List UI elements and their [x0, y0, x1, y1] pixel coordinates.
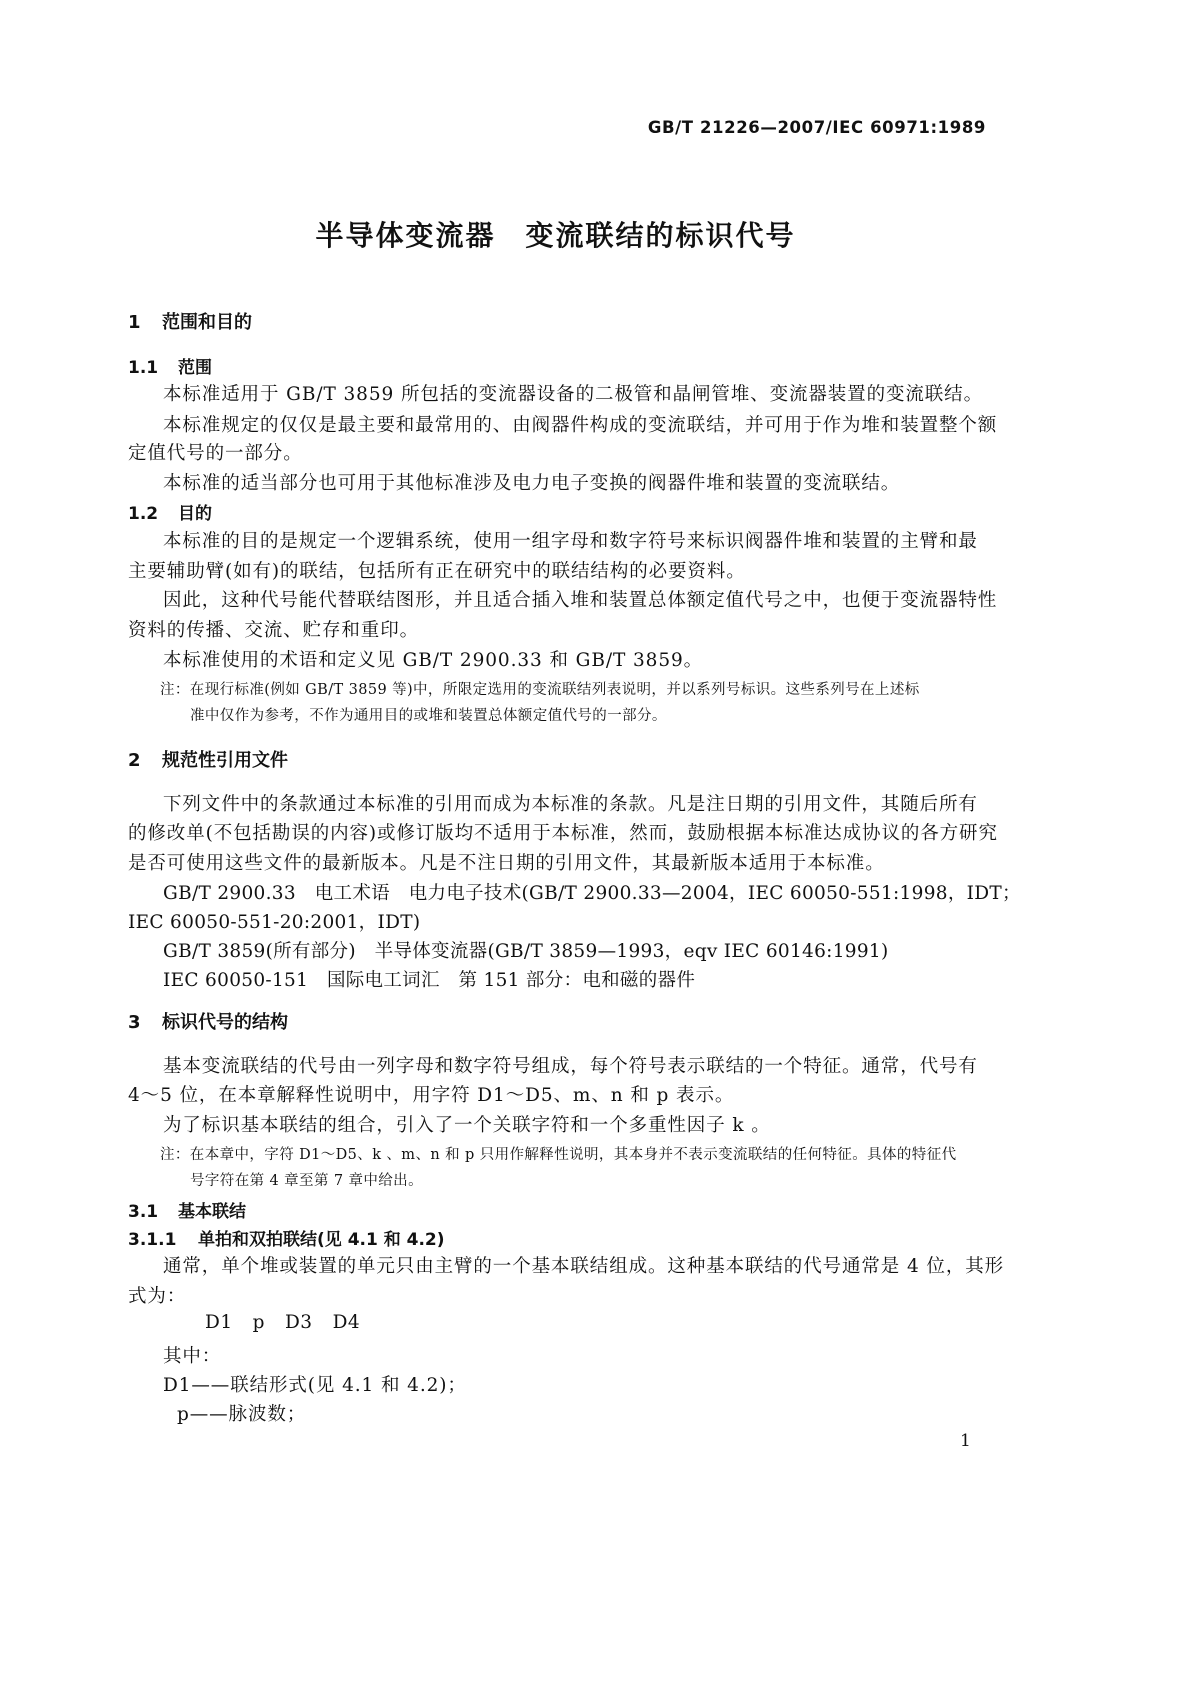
paragraph-continuation: 式为： — [128, 1286, 187, 1307]
reference-item-continuation: IEC 60050-551-20:2001，IDT) — [128, 912, 421, 933]
section-title: 标识代号的结构 — [162, 1012, 288, 1033]
page-number: 1 — [960, 1431, 971, 1451]
formula-symbol: D3 — [284, 1312, 313, 1333]
note-continuation: 准中仅作为参考，不作为通用目的或堆和装置总体额定值代号的一部分。 — [190, 708, 667, 724]
paragraph: 基本变流联结的代号由一列字母和数字符号组成，每个符号表示联结的一个特征。通常，代号有 — [163, 1056, 978, 1077]
section-heading-3 — [128, 1008, 288, 1034]
paragraph: 本标准的适当部分也可用于其他标准涉及电力电子变换的阀器件堆和装置的变流联结。 — [163, 473, 901, 494]
section-title: 规范性引用文件 — [162, 750, 288, 771]
subsubsection-heading-3-1-1 — [128, 1225, 445, 1250]
paragraph: 因此，这种代号能代替联结图形，并且适合插入堆和装置总体额定值代号之中，也便于变流器特性 — [163, 590, 998, 611]
document-code: GB/T 21226—2007/IEC 60971:1989 — [647, 118, 986, 137]
definition-item: p——脉波数； — [177, 1404, 307, 1425]
paragraph-continuation: 是否可使用这些文件的最新版本。凡是不注日期的引用文件，其最新版本适用于本标准。 — [128, 853, 885, 874]
reference-item: IEC 60050-151 国际电工词汇 第 151 部分：电和磁的器件 — [163, 970, 696, 991]
paragraph-continuation: 资料的传播、交流、贮存和重印。 — [128, 620, 420, 641]
where-label: 其中： — [163, 1346, 222, 1367]
note: 注：在现行标准(例如 GB/T 3859 等)中，所限定选用的变流联结列表说明，并以系列号标识。这些系列号在上述标 — [160, 682, 920, 698]
formula — [205, 1312, 380, 1333]
page-title: 半导体变流器 变流联结的标识代号 — [315, 219, 796, 252]
paragraph-continuation: 的修改单(不包括勘误的内容)或修订版均不适用于本标准，然而，鼓励根据本标准达成协议的各方研究 — [128, 823, 998, 844]
section-heading-2 — [128, 746, 288, 772]
formula-symbol: D1 — [205, 1312, 233, 1333]
paragraph-continuation: 主要辅助臂(如有)的联结，包括所有正在研究中的联结结构的必要资料。 — [128, 561, 746, 582]
subsection-number: 1.1 — [128, 358, 159, 378]
reference-item: GB/T 3859(所有部分) 半导体变流器(GB/T 3859—1993，eqv IEC 60146:1991) — [163, 941, 889, 962]
paragraph: 本标准的目的是规定一个逻辑系统，使用一组字母和数字符号来标识阀器件堆和装置的主臂和最 — [163, 531, 978, 552]
paragraph: 本标准使用的术语和定义见 GB/T 2900.33 和 GB/T 3859。 — [163, 650, 704, 671]
formula-symbol: D4 — [332, 1312, 361, 1333]
section-heading-1 — [128, 308, 252, 334]
subsection-heading-1-2 — [128, 499, 212, 524]
paragraph-continuation: 定值代号的一部分。 — [128, 443, 303, 464]
note: 注：在本章中，字符 D1～D5、k 、m、n 和 p 只用作解释性说明，其本身并不表示变流联结的任何特征。具体的特征代 — [160, 1147, 957, 1163]
section-title: 范围和目的 — [162, 312, 252, 333]
section-number: 3 — [128, 1012, 141, 1033]
paragraph: 通常，单个堆或装置的单元只由主臂的一个基本联结组成。这种基本联结的代号通常是 4 位，其形 — [163, 1256, 1005, 1277]
section-number: 2 — [128, 750, 141, 771]
reference-item: GB/T 2900.33 电工术语 电力电子技术(GB/T 2900.33—2004，IEC 60050-551:1998，IDT； — [163, 883, 1021, 904]
subsection-heading-3-1 — [128, 1197, 246, 1222]
subsection-number: 3.1 — [128, 1202, 159, 1222]
paragraph: 下列文件中的条款通过本标准的引用而成为本标准的条款。凡是注日期的引用文件，其随后所有 — [163, 794, 978, 815]
definition-item: D1——联结形式(见 4.1 和 4.2)； — [163, 1375, 467, 1396]
paragraph-continuation: 4～5 位，在本章解释性说明中，用字符 D1～D5、m、n 和 p 表示。 — [128, 1085, 735, 1106]
note-continuation: 号字符在第 4 章至第 7 章中给出。 — [190, 1173, 423, 1189]
subsection-title: 目的 — [178, 504, 212, 524]
subsection-number: 1.2 — [128, 504, 159, 524]
subsubsection-title: 单拍和双拍联结(见 4.1 和 4.2) — [198, 1230, 445, 1250]
section-number: 1 — [128, 312, 141, 333]
paragraph: 本标准规定的仅仅是最主要和最常用的、由阀器件构成的变流联结，并可用于作为堆和装置整个额 — [163, 415, 998, 436]
subsection-title: 范围 — [178, 358, 212, 378]
paragraph: 为了标识基本联结的组合，引入了一个关联字符和一个多重性因子 k 。 — [163, 1115, 771, 1136]
subsection-heading-1-1 — [128, 353, 212, 378]
subsubsection-number: 3.1.1 — [128, 1230, 177, 1250]
paragraph: 本标准适用于 GB/T 3859 所包括的变流器设备的二极管和晶闸管堆、变流器装置的变流联结。 — [163, 384, 983, 405]
formula-symbol: p — [252, 1312, 265, 1333]
subsection-title: 基本联结 — [178, 1202, 246, 1222]
